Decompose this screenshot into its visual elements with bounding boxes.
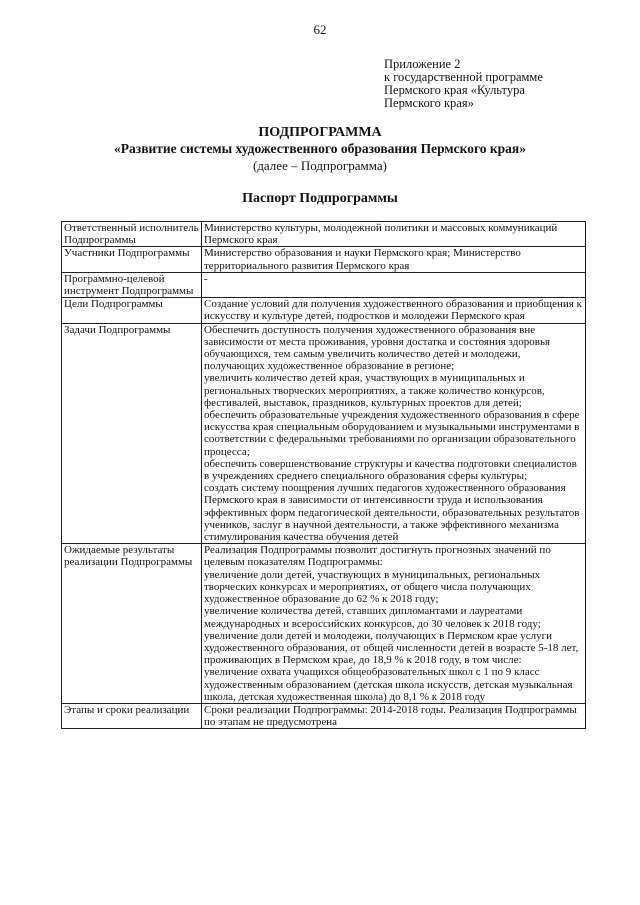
row-value-line: увеличение охвата учащихся общеобразовательных школ с 1 по 9 класс художественным образованием (детская школа искусств, детская музыкальная школа, детская художественная школа) до 8,1 % к 2018 году: [204, 666, 573, 703]
row-value-line: увеличение доли детей и молодежи, получающих в Пермском крае услуги художественного образования, от общей численности детей в возрасте 5-18 лет, проживающих в Пермском крае, до 18,9 % к 2018 году, в том числе:: [204, 629, 579, 667]
row-value-line: Создание условий для получения художественного образования и приобщения к искусству и культуре детей, подростков и молодежи Пермского края: [204, 298, 582, 323]
row-value-line: обеспечить совершенствование структуры и качества подготовки специалистов в учреждениях среднего специального образования сферы культуры;: [204, 457, 577, 483]
row-value: [202, 298, 586, 323]
row-value-line: обеспечить образовательные учреждения художественного образования в сфере искусства края специальным оборудованием и музыкальными инструментами в соответствии с федеральными требованиями по организации образовательного процесса;: [204, 409, 580, 458]
table-row: [62, 272, 586, 297]
row-value: [202, 323, 586, 544]
row-value: [202, 544, 586, 704]
row-label: Программно-целевой инструмент Подпрограммы: [62, 272, 202, 297]
row-label: Участники Подпрограммы: [62, 247, 202, 272]
row-value-line: увеличить количество детей края, участвующих в муниципальных и региональных творческих мероприятиях, а также количество конкурсов, фестивалей, выставок, праздников, культурных проектов для детей;: [204, 372, 545, 409]
row-value: [202, 272, 586, 297]
row-value: [202, 703, 586, 728]
row-label: Ожидаемые результаты реализации Подпрограммы: [62, 544, 202, 704]
passport-table: [61, 221, 586, 729]
page-number: 62: [313, 22, 327, 37]
appendix-note: [384, 58, 543, 110]
row-value-line: Обеспечить доступность получения художественного образования вне зависимости от места проживания, уровня достатка и состояния здоровья обучающихся, тем самым увеличить количество детей и молодежи, получающих художественное образование в регионе;: [204, 323, 551, 373]
row-label: Задачи Подпрограммы: [62, 323, 202, 544]
document-title: ПОДПРОГРАММА: [258, 125, 382, 140]
row-value-line: -: [204, 272, 208, 285]
table-row: [62, 298, 586, 323]
appendix-line: Приложение 2: [384, 57, 461, 71]
row-value: [202, 247, 586, 272]
row-value-line: Реализация Подпрограммы позволит достигнуть прогнозных значений по целевым показателям Подпрограммы:: [204, 544, 551, 569]
appendix-line: к государственной программе: [384, 70, 543, 84]
appendix-line: Пермского края «Культура: [384, 83, 525, 97]
row-value-line: Сроки реализации Подпрограммы: 2014-2018 годы. Реализация Подпрограммы по этапам не предусмотрена: [204, 703, 577, 729]
row-label: Этапы и сроки реализации: [62, 703, 202, 728]
table-row: [62, 703, 586, 728]
row-label: Ответственный исполнитель Подпрограммы: [62, 222, 202, 247]
document-subtitle: «Развитие системы художественного образования Пермского края»: [114, 141, 526, 156]
row-value-line: Министерство образования и науки Пермского края; Министерство территориального развития Пермского края: [204, 247, 521, 272]
table-row: [62, 544, 586, 704]
appendix-line: Пермского края»: [384, 96, 474, 110]
document-note: (далее – Подпрограмма): [252, 158, 387, 173]
row-value-line: Министерство культуры, молодежной политики и массовых коммуникаций Пермского края: [204, 222, 558, 247]
row-value-line: создать систему поощрения лучших педагогов художественного образования Пермского края в зависимости от интенсивности труда и использования эффективных форм педагогической деятельности, образовательных результатов учеников, заслуг в научной деятельности, а также эффективного механизма стимулирования качества обучения детей: [204, 482, 580, 544]
table-row: [62, 247, 586, 272]
passport-title: Паспорт Подпрограммы: [242, 191, 398, 206]
table-row: [62, 323, 586, 544]
row-label: Цели Подпрограммы: [62, 298, 202, 323]
row-value-line: увеличение доли детей, участвующих в муниципальных, региональных творческих конкурсах и мероприятиях, от общего числа получающих художественное образование до 62 % к 2018 году;: [204, 568, 541, 606]
table-row: [62, 222, 586, 247]
row-value-line: увеличение количества детей, ставших дипломантами и лауреатами международных и всероссийских конкурсов, до 30 человек к 2018 году;: [204, 605, 541, 630]
row-value: [202, 222, 586, 247]
title-block: [0, 125, 640, 174]
